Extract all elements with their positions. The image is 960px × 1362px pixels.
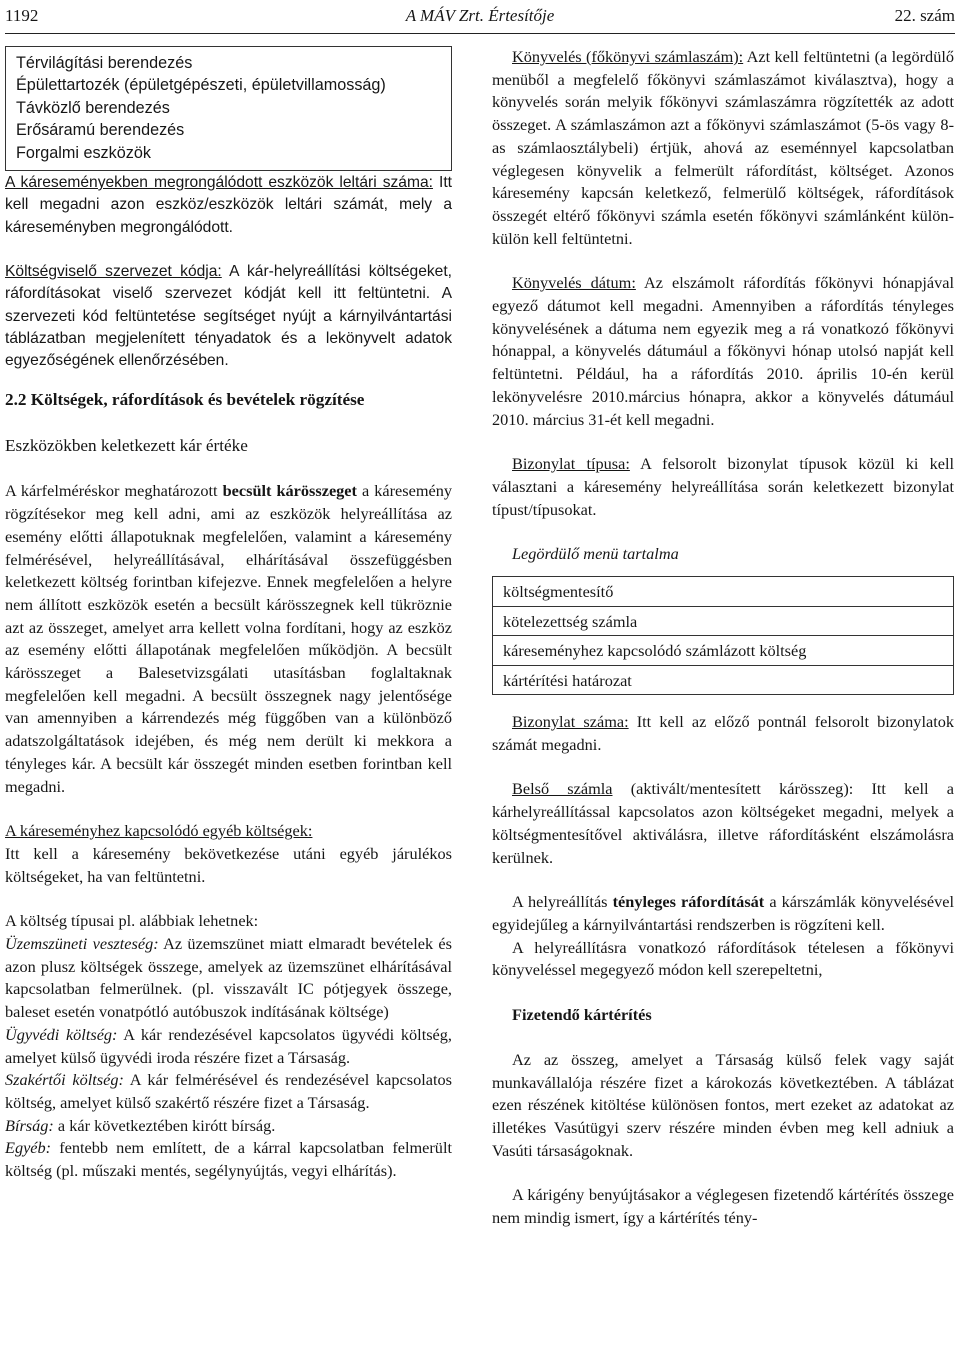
payable-compensation-heading: Fizetendő kártérítés	[512, 1005, 652, 1025]
estimated-damage-paragraph: A kárfelméréskor meghatározott becsült kárösszeget a káresemény rögzítésekor meg kell adni, ami az eszközök helyreállítása az esemény előtti állapotuknak megfelelően, valamint a káresemény felmérésével, helyreállításával, elhárításával összefüggésben keletkezett költség forintban kifejezve. Ennek megfelelően a helyre nem állított eszközök esetén a becsült kárösszegnek kell tükröznie azt az összeget, amelyet arra kellett volna fordítani, hogy az eszköz az esemény előtti állapotának megfelelően működjön. A becsült kárösszeget a Balesetvizsgálati utasításban foglaltaknak megfelelően kell megadni. A becsült összegnek nagy jelentősége van amennyiben a kárrendezés még függőben van a különböző adatszolgáltatások idejében, és még nem derült ki mekkora a tényleges kár. A becsült kár összegét minden esetben forintban kell megadni.	[5, 481, 453, 796]
dropdown-menu-item: kötelezettség számla	[493, 607, 953, 637]
document-number-paragraph: Bizonylat száma: Itt kell az előző pontnál felsorolt bizonylatok számát megadni.	[492, 712, 954, 754]
actual-cost-paragraph: A helyreállítás tényleges ráfordítását a kárszámlák könyvelésével egyidejűleg a kárnyilvántartási rendszerben is rögzíteni kell.	[492, 892, 955, 934]
cost-types-intro: A költség típusai pl. alábbiak lehetnek:	[5, 911, 259, 931]
cost-code-paragraph: Költségviselő szervezet kódja: A kár-helyreállítási költségeket, ráfordításokat viselő szervezet kódját kell itt feltüntetni. A szervezeti kód feltüntetése segítséget nyújt a kárnyilvántartási táblázatban megjelenített tényadatok és a lekönyvelt adatok egyezőségének ellenőrzésében.	[5, 262, 452, 370]
issue-number: 22. szám	[894, 6, 955, 25]
left-column	[5, 46, 452, 1183]
box-line: Térvilágítási berendezés	[16, 54, 193, 72]
cost-type-item: Üzemszüneti veszteség: Az üzemszünet miatt elmaradt bevételek és azon plusz költségek összege, amelyek az üzemszünet elhárításával kapcsolatban felmerülnek. (pl. visszavált IC pótjegyek összege, baleset esetén vonatpótló autóbuszok indításának költsége)	[5, 934, 452, 1022]
box-line: Erősáramú berendezés	[16, 121, 185, 140]
box-line: Távközlő berendezés	[16, 98, 170, 117]
page-header	[5, 3, 955, 34]
section-heading: 2.2 Költségek, ráfordítások és bevételek rögzítése	[5, 390, 365, 410]
other-costs-text: Itt kell a káresemény bekövetkezése utáni egyéb járulékos költségeket, ha van feltüntetni.	[5, 843, 452, 886]
accounting-paragraph: Könyvelés (főkönyvi számlaszám): Azt kell feltüntetni (a legördülő menüből a megfelelő főkönyvi számlaszámot kiválasztva), hogy a könyvelés során melyik főkönyvi számlaszámra rögzítették az adott összeget. A számlaszámon azt a főkönyvi számlaszámot (5-ös vagy 8-as számlaosztálybeli) értjük, ahová az eseménnyel kapcsolatban véglegesen könyvelik a felmerült ráfordítást, költséget. Azonos káresemény kapcsán keletkező, felmerülő költségek, ráfordítások összegét eltérő főkönyvi számla esetén főkönyvi számlánként külön-külön kell feltüntetni.	[492, 47, 954, 248]
right-column	[492, 46, 954, 1230]
inventory-number-note: A káreseményekben megrongálódott eszközök leltári száma: Itt kell megadni azon eszköz/eszközök leltári számát, mely a káreseményben megrongálódott.	[5, 174, 452, 236]
actual-cost-paragraph-2: A helyreállításra vonatkozó ráfordítások tételesen a főkönyvi könyveléssel megegyező módon kell szerepeltetni,	[492, 937, 954, 980]
cost-type-item: Egyéb: fentebb nem említett, de a kárral kapcsolatban felmerült költség (pl. műszaki mentés, segélynyújtás, vegyi elhárítás).	[5, 1138, 452, 1181]
internal-invoice-paragraph: Belső számla (aktivált/mentesített kárösszeg): Itt kell a kárhelyreállítással kapcsolatos azon költségeket megadni, melyek a költségmentesítővel aktiválásra, illetve ráfordításként elszámolásra kerülnek.	[492, 779, 955, 867]
cost-type-item: Szakértői költség: A kár felmérésével és rendezésével kapcsolatos költség, amelyet külső szakértő részére fizet a Társaság.	[5, 1070, 453, 1112]
page-number: 1192	[5, 6, 39, 25]
payable-compensation-paragraph: Az az összeg, amelyet a Társaság külső felek vagy saját munkavállalója részére fizet a károkozás következtében. A táblázat ezen részének kitöltése különösen fontos, mert ezeket az adatokat az illetékes Vasútügyi szerv részére minden évben meg kell adniuk a Vasúti társaságoknak.	[492, 1049, 954, 1160]
cost-type-item: Ügyvédi költség: A kár rendezésével kapcsolatos ügyvédi költség, amelyet külső ügyvédi iroda részére fizet a Társaság.	[5, 1024, 452, 1067]
cost-code-label: Költségviselő szervezet kódja:	[5, 262, 222, 280]
cost-type-item: Bírság: a kár következtében kirótt bírság.	[5, 1115, 276, 1135]
asset-type-box	[5, 46, 452, 171]
other-costs-label: A káreseményhez kapcsolódó egyéb költségek:	[5, 821, 313, 841]
dropdown-menu-table	[492, 576, 954, 695]
box-line: Forgalmi eszközök	[16, 143, 151, 162]
claim-paragraph: A kárigény benyújtásakor a véglegesen fizetendő kártérítés összege nem mindig ismert, így a kártérítés tény-	[492, 1185, 954, 1228]
sub-heading: Eszközökben keletkezett kár értéke	[5, 436, 248, 456]
accounting-date-paragraph: Könyvelés dátum: Az elszámolt ráfordítás főkönyvi hónapjával egyező dátumot kell megadni. Amennyiben a ráfordítás tényleges könyvelésének a dátuma nem egyezik meg a rá vonatkozó főkönyvi hónappal, a könyvelés dátumául a főkönyvi hónap utolsó napját kell feltüntetni. Például, ha a ráfordítás 2010. április 10-én kerül lekönyvelésre 2010.március hónapra, akkor a könyvelés dátumául 2010. március 31-ét kell megadni.	[492, 273, 955, 429]
box-line: Épülettartozék (épületgépészeti, épületvillamosság)	[16, 76, 386, 95]
document-type-paragraph: Bizonylat típusa: A felsorolt bizonylat típusok közül ki kell választani a káresemény helyreállítása során keletkezett bizonylat típust/típusokat.	[492, 454, 954, 519]
dropdown-menu-title: Legördülő menü tartalma	[512, 544, 679, 564]
journal-title: A MÁV Zrt. Értesítője	[405, 6, 555, 25]
dropdown-menu-item: költségmentesítő	[493, 577, 953, 607]
dropdown-menu-item: káreseményhez kapcsolódó számlázott költség	[493, 636, 953, 666]
inventory-number-label: A káreseményekben megrongálódott eszközök leltári száma:	[5, 174, 433, 192]
dropdown-menu-item: kártérítési határozat	[503, 670, 632, 690]
